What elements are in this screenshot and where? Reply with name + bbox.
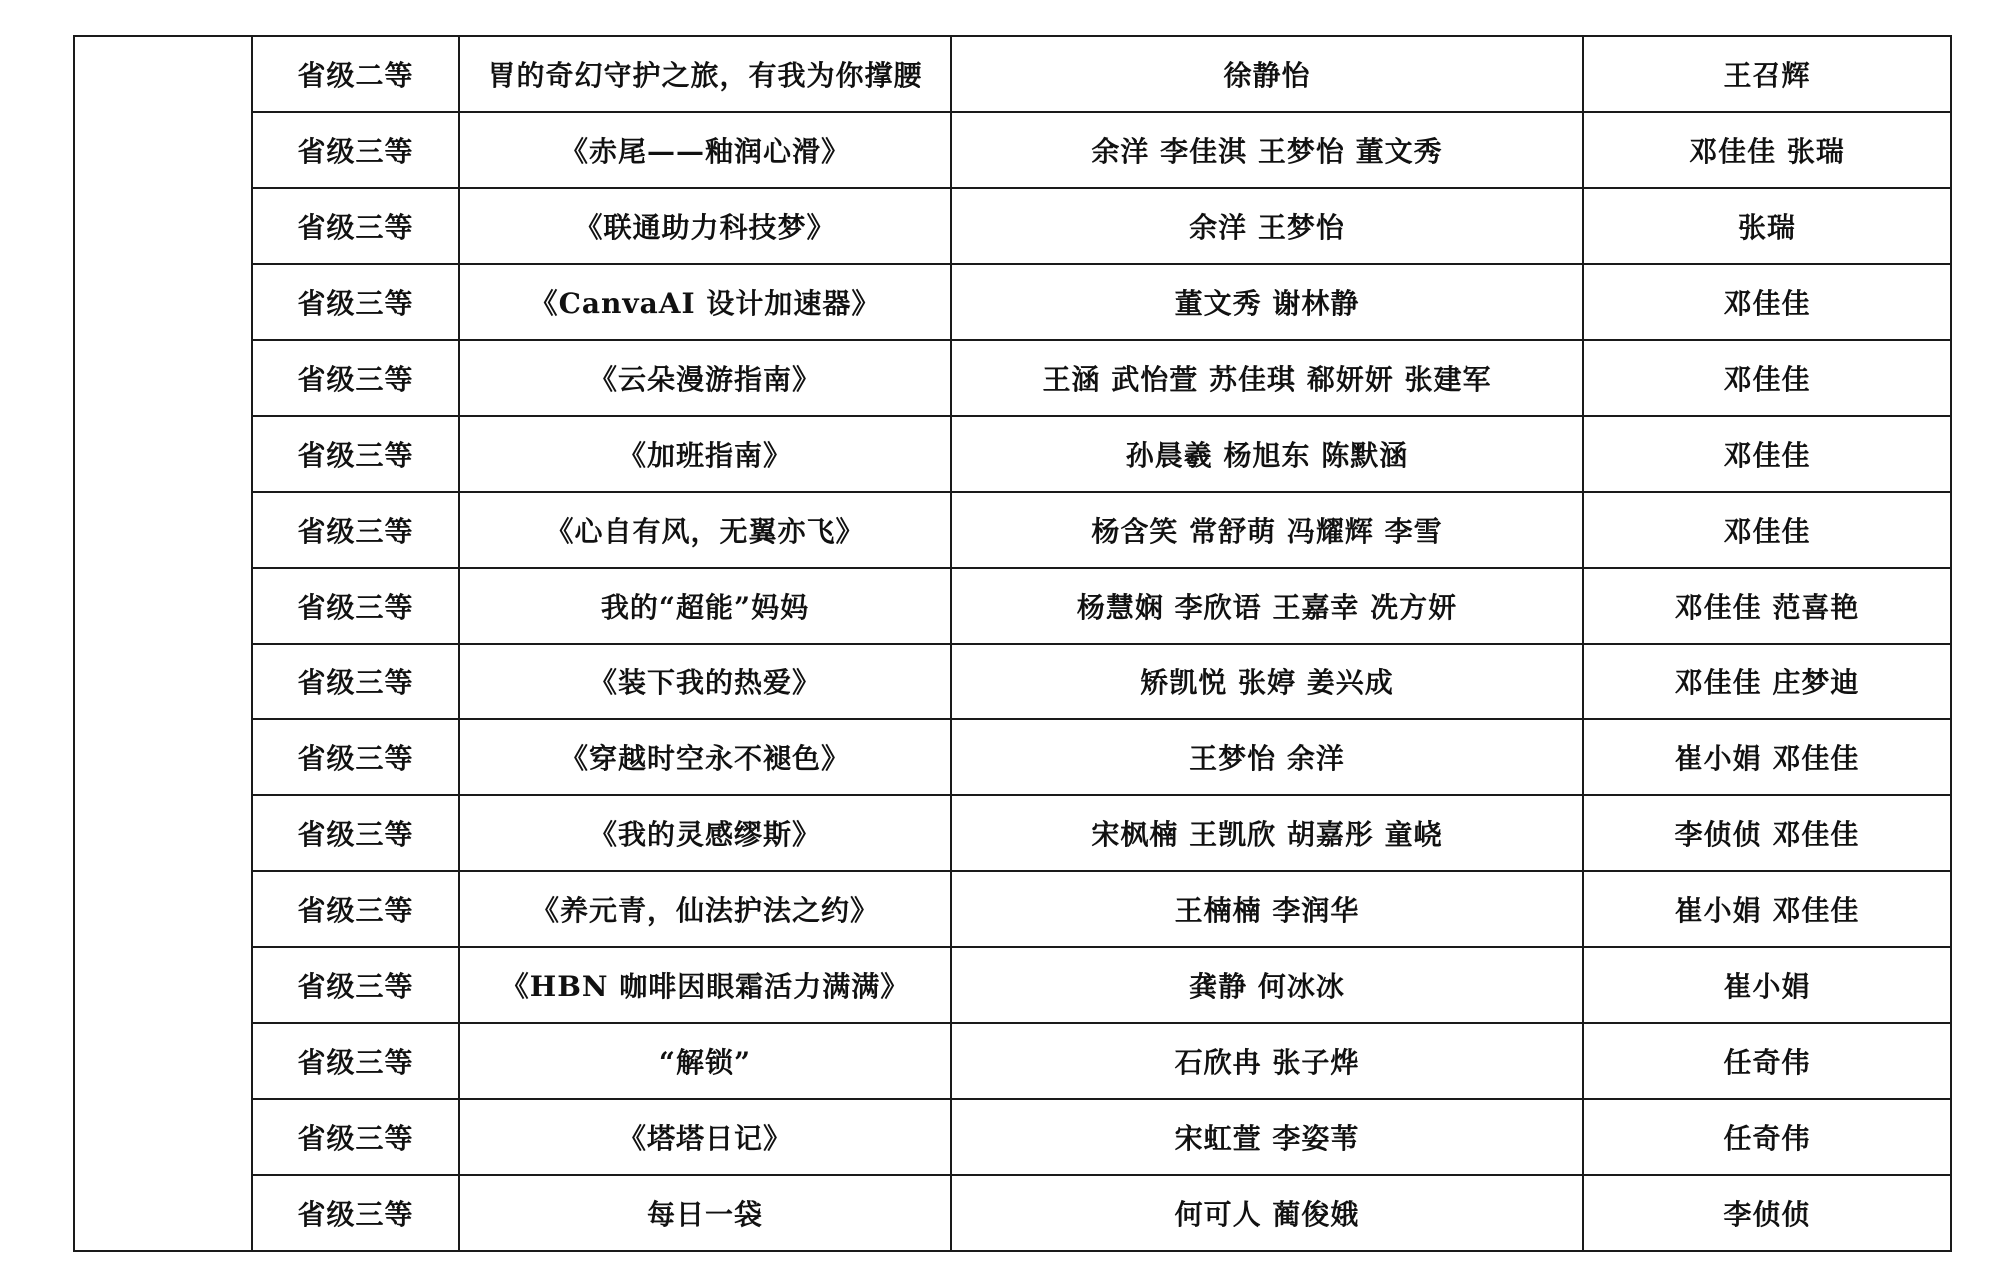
table-row [74, 871, 1951, 947]
award-level-cell: 省级三等 [252, 1023, 459, 1099]
award-level-cell: 省级三等 [252, 492, 459, 568]
table-row [74, 644, 1951, 720]
table-row [74, 416, 1951, 492]
awards-table [73, 35, 1952, 1252]
advisors-cell: 王召辉 [1583, 36, 1951, 112]
table-row [74, 112, 1951, 188]
work-title-cell: 《装下我的热爱》 [459, 644, 951, 720]
award-level-cell: 省级三等 [252, 340, 459, 416]
advisors-cell: 崔小娟 邓佳佳 [1583, 871, 1951, 947]
work-title-cell: 胃的奇幻守护之旅，有我为你撑腰 [459, 36, 951, 112]
advisors-cell: 李侦侦 邓佳佳 [1583, 795, 1951, 871]
students-cell: 王涵 武怡萱 苏佳琪 郗妍妍 张建军 [951, 340, 1583, 416]
advisors-cell: 邓佳佳 范喜艳 [1583, 568, 1951, 644]
students-cell: 孙晨羲 杨旭东 陈默涵 [951, 416, 1583, 492]
work-title-cell: 《塔塔日记》 [459, 1099, 951, 1175]
table-row [74, 947, 1951, 1023]
advisors-cell: 任奇伟 [1583, 1099, 1951, 1175]
students-cell: 王楠楠 李润华 [951, 871, 1583, 947]
students-cell: 石欣冉 张子烨 [951, 1023, 1583, 1099]
advisors-cell: 邓佳佳 [1583, 416, 1951, 492]
work-title-cell: 《CanvaAI 设计加速器》 [459, 264, 951, 340]
award-level-cell: 省级三等 [252, 1099, 459, 1175]
work-title-cell: 《HBN 咖啡因眼霜活力满满》 [459, 947, 951, 1023]
award-level-cell: 省级三等 [252, 264, 459, 340]
award-level-cell: 省级三等 [252, 644, 459, 720]
advisors-cell: 邓佳佳 张瑞 [1583, 112, 1951, 188]
advisors-cell: 邓佳佳 [1583, 492, 1951, 568]
award-level-cell: 省级三等 [252, 871, 459, 947]
award-level-cell: 省级三等 [252, 1175, 459, 1251]
work-title-cell: 《联通助力科技梦》 [459, 188, 951, 264]
advisors-cell: 邓佳佳 [1583, 340, 1951, 416]
students-cell: 龚静 何冰冰 [951, 947, 1583, 1023]
work-title-cell: 《加班指南》 [459, 416, 951, 492]
award-level-cell: 省级三等 [252, 112, 459, 188]
work-title-cell: 《养元青，仙法护法之约》 [459, 871, 951, 947]
work-title-cell: 《穿越时空永不褪色》 [459, 719, 951, 795]
table-row [74, 340, 1951, 416]
table-row [74, 795, 1951, 871]
work-title-cell: 《我的灵感缪斯》 [459, 795, 951, 871]
award-level-cell: 省级三等 [252, 188, 459, 264]
advisors-cell: 崔小娟 邓佳佳 [1583, 719, 1951, 795]
students-cell: 杨慧娴 李欣语 王嘉幸 冼方妍 [951, 568, 1583, 644]
table-row [74, 719, 1951, 795]
students-cell: 矫凯悦 张婷 姜兴成 [951, 644, 1583, 720]
students-cell: 余洋 李佳淇 王梦怡 董文秀 [951, 112, 1583, 188]
work-title-cell: “解锁” [459, 1023, 951, 1099]
table-row [74, 264, 1951, 340]
table-row [74, 1175, 1951, 1251]
awards-table-body [74, 36, 1951, 1251]
work-title-cell: 我的“超能”妈妈 [459, 568, 951, 644]
work-title-cell: 每日一袋 [459, 1175, 951, 1251]
award-level-cell: 省级二等 [252, 36, 459, 112]
table-row [74, 1023, 1951, 1099]
students-cell: 徐静怡 [951, 36, 1583, 112]
table-row [74, 188, 1951, 264]
work-title-cell: 《心自有风，无翼亦飞》 [459, 492, 951, 568]
award-level-cell: 省级三等 [252, 719, 459, 795]
work-title-cell: 《云朵漫游指南》 [459, 340, 951, 416]
advisors-cell: 张瑞 [1583, 188, 1951, 264]
award-level-cell: 省级三等 [252, 568, 459, 644]
award-level-cell: 省级三等 [252, 947, 459, 1023]
merged-category-cell [74, 36, 252, 1251]
students-cell: 余洋 王梦怡 [951, 188, 1583, 264]
advisors-cell: 邓佳佳 庄梦迪 [1583, 644, 1951, 720]
students-cell: 王梦怡 余洋 [951, 719, 1583, 795]
award-level-cell: 省级三等 [252, 795, 459, 871]
table-row [74, 36, 1951, 112]
students-cell: 何可人 蔺俊娥 [951, 1175, 1583, 1251]
advisors-cell: 李侦侦 [1583, 1175, 1951, 1251]
advisors-cell: 崔小娟 [1583, 947, 1951, 1023]
work-title-cell: 《赤尾——釉润心滑》 [459, 112, 951, 188]
students-cell: 宋枫楠 王凯欣 胡嘉彤 童峣 [951, 795, 1583, 871]
students-cell: 董文秀 谢林静 [951, 264, 1583, 340]
advisors-cell: 任奇伟 [1583, 1023, 1951, 1099]
table-row [74, 492, 1951, 568]
advisors-cell: 邓佳佳 [1583, 264, 1951, 340]
award-level-cell: 省级三等 [252, 416, 459, 492]
students-cell: 杨含笑 常舒萌 冯耀辉 李雪 [951, 492, 1583, 568]
table-row [74, 1099, 1951, 1175]
table-row [74, 568, 1951, 644]
students-cell: 宋虹萱 李姿苇 [951, 1099, 1583, 1175]
